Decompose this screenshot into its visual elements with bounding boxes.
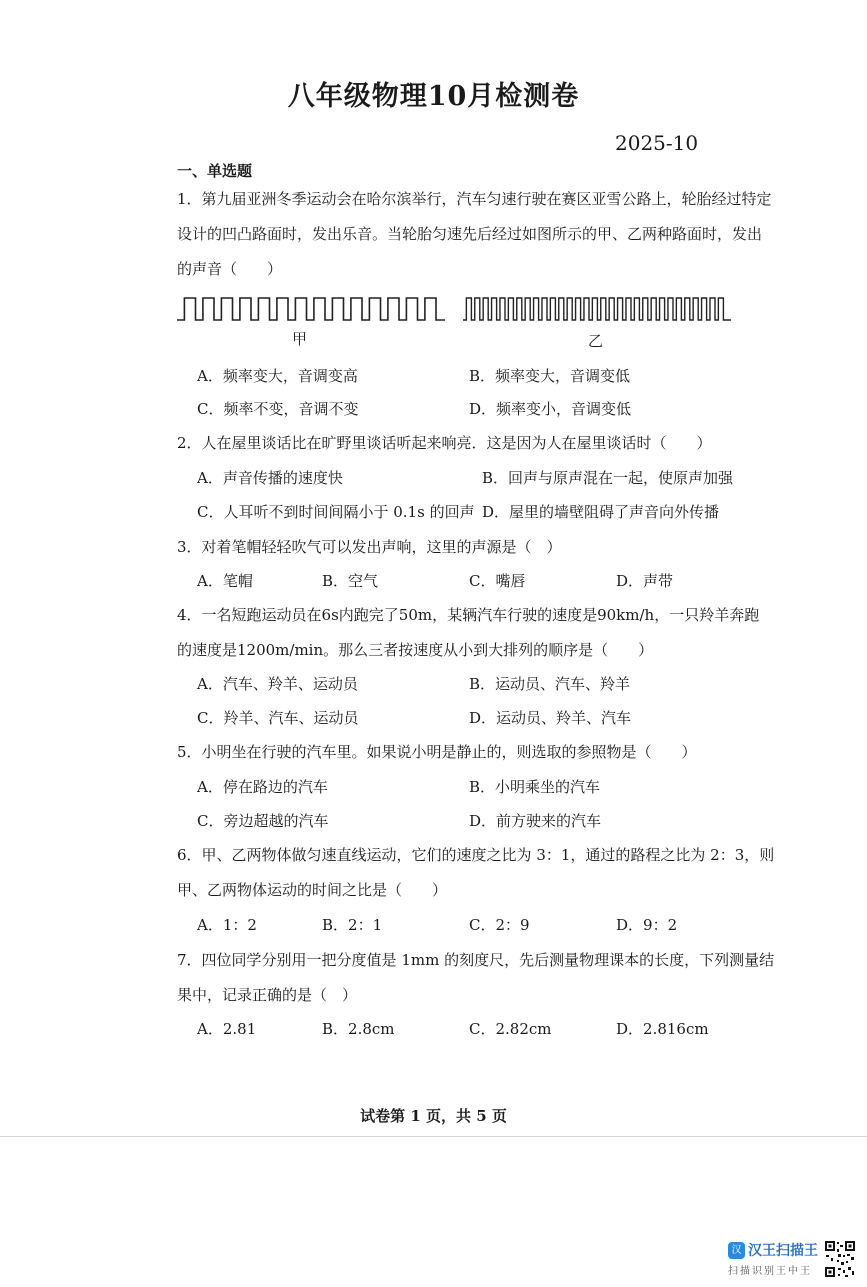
q6-option-a: A．1：2 <box>197 916 257 934</box>
q6-option-c: C．2：9 <box>469 916 530 934</box>
q4-text-line1: 4．一名短跑运动员在6s内跑完了50m，某辆汽车行驶的速度是90km/h，一只羚羊奔跑 <box>177 606 760 624</box>
scanner-app-name: 汉王扫描王 <box>748 1243 818 1259</box>
q1-option-d: D．频率变小，音调变低 <box>469 400 632 418</box>
q2-option-a: A．声音传播的速度快 <box>197 469 343 487</box>
q7-option-a: A．2.81 <box>197 1020 257 1038</box>
q7-option-d: D．2.816cm <box>616 1020 709 1038</box>
q4-option-d: D．运动员、羚羊、汽车 <box>469 709 632 727</box>
scanner-watermark <box>728 1240 858 1282</box>
q5-option-a: A．停在路边的汽车 <box>197 778 328 796</box>
q3-option-b: B．空气 <box>322 572 379 590</box>
page-footer: 试卷第 1 页，共 5 页 <box>360 1107 507 1125</box>
q7-text-line2: 果中，记录正确的是（ ） <box>177 986 358 1004</box>
scanner-slogan: 扫描识别王中王 <box>728 1266 812 1277</box>
q2-option-d: D．屋里的墙壁阻碍了声音向外传播 <box>482 503 720 521</box>
q1-option-b: B．频率变大，音调变低 <box>469 367 631 385</box>
q7-option-b: B．2.8cm <box>322 1020 395 1038</box>
q4-option-a: A．汽车、羚羊、运动员 <box>197 675 358 693</box>
q6-text-line1: 6．甲、乙两物体做匀速直线运动，它们的速度之比为 3：1，通过的路程之比为 2：3，则 <box>177 846 775 864</box>
q5-option-b: B．小明乘坐的汽车 <box>469 778 601 796</box>
q5-text-line1: 5．小明坐在行驶的汽车里。如果说小明是静止的，则选取的参照物是（ ） <box>177 743 697 761</box>
q4-text-line2: 的速度是1200m/min。那么三者按速度从小到大排列的顺序是（ ） <box>177 641 654 659</box>
q7-text-line1: 7．四位同学分别用一把分度值是 1mm 的刻度尺，先后测量物理课本的长度，下列测量结 <box>177 951 775 969</box>
exam-date: 2025-10 <box>615 131 699 155</box>
road-surface-b <box>463 298 731 320</box>
q1-option-a: A．频率变大，音调变高 <box>197 367 358 385</box>
figure-label-a: 甲 <box>292 330 308 348</box>
q1-text-line1: 1．第九届亚洲冬季运动会在哈尔滨举行，汽车匀速行驶在赛区亚雪公路上，轮胎经过特定 <box>177 190 772 208</box>
road-surface-figure <box>175 296 735 326</box>
exam-title: 八年级物理10月检测卷 <box>287 81 580 112</box>
q3-text-line1: 3．对着笔帽轻轻吹气可以发出声响，这里的声源是（ ） <box>177 538 562 556</box>
scanner-logo-icon: 汉 <box>728 1242 745 1259</box>
section-heading: 一、单选题 <box>177 162 253 180</box>
q5-option-d: D．前方驶来的汽车 <box>469 812 602 830</box>
page-divider <box>0 1136 867 1137</box>
q1-text-line3: 的声音（ ） <box>177 260 283 278</box>
figure-label-b: 乙 <box>588 332 604 350</box>
q3-option-d: D．声带 <box>616 572 674 590</box>
q3-option-a: A．笔帽 <box>197 572 253 590</box>
q3-option-c: C．嘴唇 <box>469 572 526 590</box>
q1-option-c: C．频率不变，音调不变 <box>197 400 359 418</box>
q1-text-line2: 设计的凹凸路面时，发出乐音。当轮胎匀速先后经过如图所示的甲、乙两种路面时，发出 <box>177 225 763 243</box>
q2-text-line1: 2．人在屋里谈话比在旷野里谈话听起来响亮．这是因为人在屋里谈话时（ ） <box>177 434 712 452</box>
q5-option-c: C．旁边超越的汽车 <box>197 812 329 830</box>
q7-option-c: C．2.82cm <box>469 1020 552 1038</box>
qr-code-icon <box>824 1240 856 1278</box>
q2-option-c: C．人耳听不到时间间隔小于 0.1s 的回声 <box>197 503 475 521</box>
q6-text-line2: 甲、乙两物体运动的时间之比是（ ） <box>177 881 448 899</box>
q6-option-d: D．9：2 <box>616 916 678 934</box>
q4-option-b: B．运动员、汽车、羚羊 <box>469 675 631 693</box>
q2-option-b: B．回声与原声混在一起，使原声加强 <box>482 469 734 487</box>
q6-option-b: B．2：1 <box>322 916 383 934</box>
q4-option-c: C．羚羊、汽车、运动员 <box>197 709 359 727</box>
road-surface-a <box>177 298 445 320</box>
